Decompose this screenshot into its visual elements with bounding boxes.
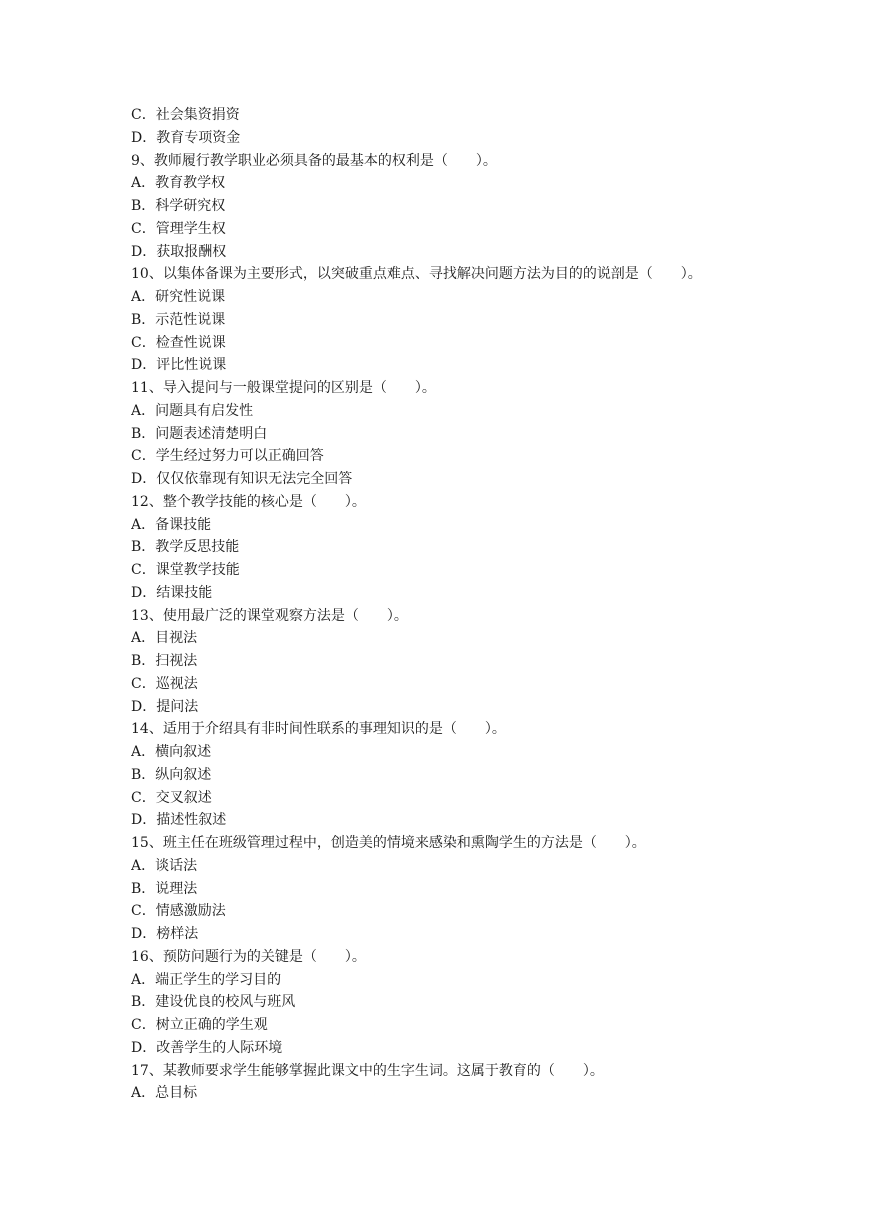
question-line: 16、预防问题行为的关键是（ ）。 (131, 948, 366, 965)
option-line: A．横向叙述 (131, 744, 212, 760)
option-line: C．交叉叙述 (131, 789, 212, 806)
option-line: B．说理法 (131, 880, 198, 897)
option-line: A．研究性说课 (131, 289, 226, 305)
option-line: C．课堂教学技能 (131, 562, 240, 578)
option-line: B．纵向叙述 (131, 766, 212, 783)
question-line: 10、以集体备课为主要形式，以突破重点难点、寻找解决问题方法为目的的说剖是（ ）。 (131, 266, 702, 283)
question-line: 15、班主任在班级管理过程中，创造美的情境来感染和熏陶学生的方法是（ ）。 (131, 835, 646, 851)
option-line: C．巡视法 (131, 675, 198, 692)
option-line: D．改善学生的人际环境 (131, 1039, 283, 1056)
option-line: D．榜样法 (131, 926, 199, 942)
option-line: A．教育教学权 (131, 175, 226, 192)
option-line: C．社会集资捐资 (131, 107, 240, 123)
option-line: D．描述性叙述 (131, 812, 227, 829)
question-line: 9、教师履行教学职业必须具备的最基本的权利是（ ）。 (131, 152, 497, 169)
option-line: B．问题表述清楚明白 (131, 425, 268, 442)
option-line: B．建设优良的校风与班风 (131, 994, 296, 1011)
option-line: A．总目标 (131, 1085, 198, 1102)
option-line: D．教育专项资金 (131, 129, 241, 146)
option-line: D．获取报酬权 (131, 243, 227, 260)
option-line: C．管理学生权 (131, 220, 226, 237)
option-line: C．树立正确的学生观 (131, 1017, 268, 1033)
option-line: B．教学反思技能 (131, 539, 240, 556)
question-line: 13、使用最广泛的课堂观察方法是（ ）。 (131, 607, 408, 624)
option-line: A．端正学生的学习目的 (131, 971, 282, 988)
option-line: D．仅仅依靠现有知识无法完全回答 (131, 471, 353, 487)
option-line: A．目视法 (131, 630, 198, 647)
question-list (131, 104, 811, 1105)
question-line: 12、整个教学技能的核心是（ ）。 (131, 493, 366, 510)
option-line: D．评比性说课 (131, 357, 227, 374)
option-line: C．情感激励法 (131, 903, 226, 920)
option-line: A．谈话法 (131, 857, 198, 874)
option-line: A．备课技能 (131, 516, 212, 533)
option-line: C．学生经过努力可以正确回答 (131, 448, 324, 465)
option-line: D．结课技能 (131, 584, 213, 601)
question-line: 11、导入提问与一般课堂提问的区别是（ ）。 (131, 380, 436, 396)
option-line: B．科学研究权 (131, 198, 226, 214)
option-line: C．检查性说课 (131, 334, 226, 351)
option-line: B．示范性说课 (131, 311, 226, 328)
question-line: 17、某教师要求学生能够掌握此课文中的生字生词。这属于教育的（ ）。 (131, 1062, 604, 1079)
option-line: D．提问法 (131, 698, 199, 715)
option-line: B．扫视法 (131, 653, 198, 669)
option-line: A．问题具有启发性 (131, 402, 254, 419)
question-line: 14、适用于介绍具有非时间性联系的事理知识的是（ ）。 (131, 721, 506, 738)
